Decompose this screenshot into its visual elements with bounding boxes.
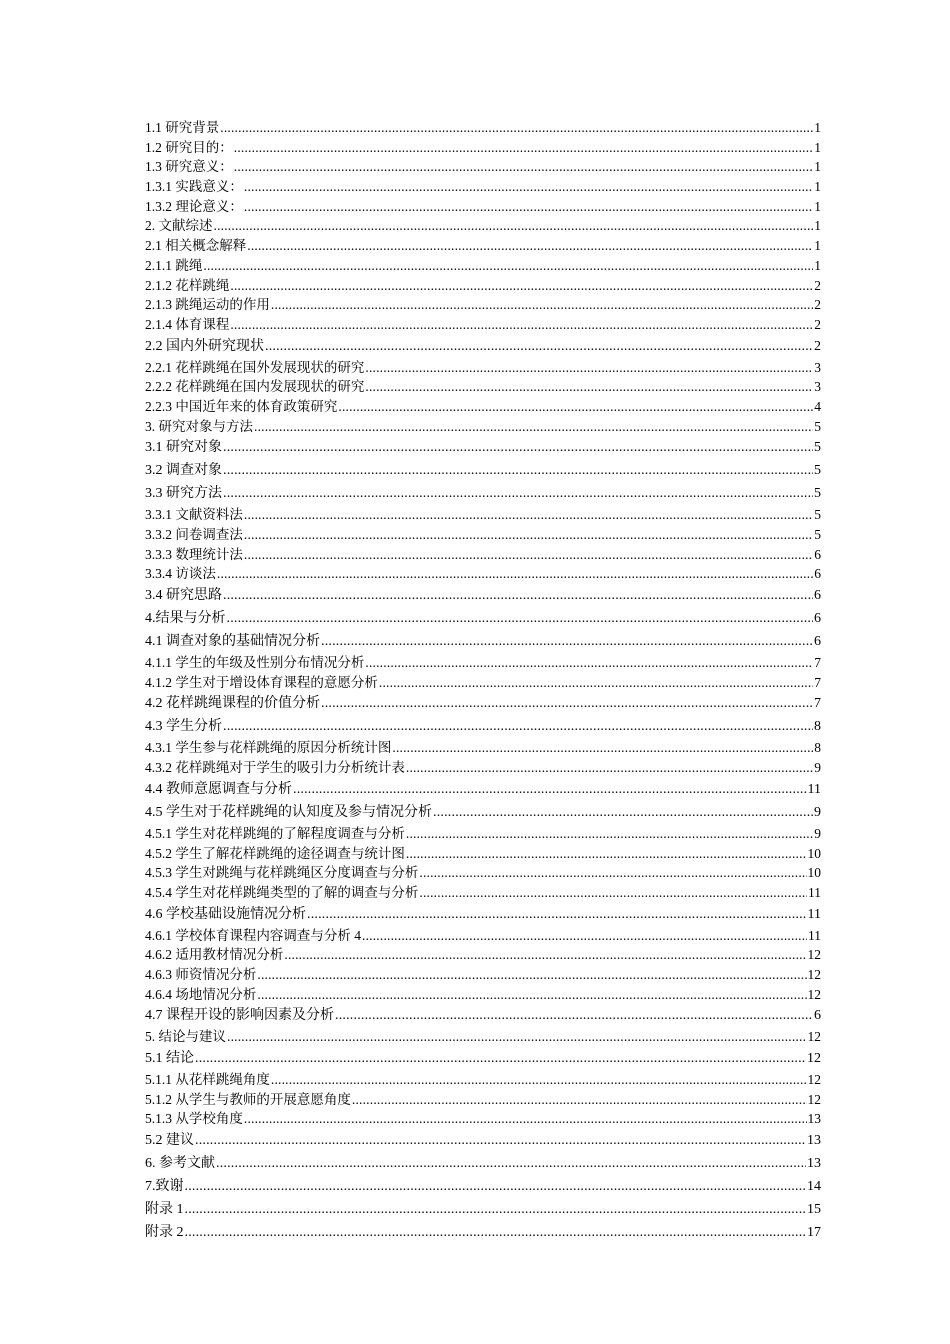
toc-entry-page-number: 6 [814,546,821,562]
toc-entry-title: 3.2 调查对象 [145,463,222,479]
toc-entry-title: 4.6.4 场地情况分析 [145,986,257,1002]
toc-entry[interactable] [145,358,821,378]
toc-dot-leader [352,1090,807,1110]
toc-entry[interactable] [145,545,821,565]
toc-entry-page-number: 6 [814,611,821,627]
toc-entry-page-number: 12 [807,966,821,982]
toc-entry[interactable] [145,417,821,437]
toc-entry[interactable] [145,692,821,715]
toc-entry-page-number: 5 [814,418,821,434]
toc-dot-leader [227,1027,807,1047]
toc-entry-title: 2.1.1 跳绳 [145,257,203,273]
toc-entry[interactable] [145,1070,821,1090]
toc-entry-title: 3.4 研究思路 [145,588,222,604]
toc-entry-page-number: 11 [807,781,821,797]
toc-entry[interactable] [145,1152,821,1175]
toc-dot-leader [321,692,813,715]
toc-entry[interactable] [145,1004,821,1027]
toc-entry-page-number: 12 [807,1029,821,1045]
toc-entry-page-number: 2 [814,277,821,293]
toc-entry-page-number: 1 [814,179,821,195]
toc-entry[interactable] [145,197,821,217]
toc-entry-title: 1.3.1 实践意义： [145,179,243,195]
toc-dot-leader [195,1129,806,1152]
toc-entry[interactable] [145,1090,821,1110]
toc-dot-leader [365,377,813,397]
toc-entry-title: 4.5 学生对于花样跳绳的认知度及参与情况分析 [145,804,432,820]
toc-dot-leader [419,883,807,903]
toc-entry-page-number: 6 [814,566,821,582]
toc-entry-title: 5.1.1 从花样跳绳角度 [145,1072,270,1087]
toc-entry-title: 4.1.1 学生的年级及性别分布情况分析 [145,655,365,671]
toc-entry-title: 2.1.2 花样跳绳 [145,277,230,293]
toc-entry-page-number: 12 [807,1091,821,1107]
toc-entry-page-number: 1 [814,218,821,234]
toc-entry[interactable] [145,436,821,459]
toc-dot-leader [335,1004,813,1027]
toc-dot-leader [321,630,813,653]
toc-entry[interactable] [145,673,821,693]
toc-entry-page-number: 10 [807,845,821,861]
toc-entry-page-number: 15 [807,1202,821,1218]
toc-entry[interactable] [145,1027,821,1047]
toc-dot-leader [234,138,814,158]
toc-entry-page-number: 6 [814,634,821,650]
toc-entry[interactable] [145,863,821,883]
toc-entry-page-number: 9 [814,825,821,841]
toc-entry-title: 4.2 花样跳绳课程的价值分析 [145,696,320,712]
toc-dot-leader [185,1198,807,1221]
toc-dot-leader [284,945,806,965]
toc-entry-page-number: 8 [814,740,821,756]
toc-dot-leader [362,926,807,946]
toc-entry-title: 5.1.2 从学生与教师的开展意愿角度 [145,1091,351,1107]
toc-entry-title: 6. 参考文献 [145,1156,215,1172]
toc-entry-page-number: 5 [814,507,821,523]
toc-dot-leader [406,824,813,844]
toc-entry-page-number: 2 [814,297,821,313]
toc-entry-title: 2.2.1 花样跳绳在国外发展现状的研究 [145,359,365,375]
toc-entry-page-number: 12 [807,1051,821,1066]
toc-entry-title: 3.1 研究对象 [145,440,222,456]
toc-entry[interactable] [145,1198,821,1221]
toc-entry-title: 2.2.2 花样跳绳在国内发展现状的研究 [145,379,365,395]
toc-entry-title: 5.1.3 从学校角度 [145,1111,243,1127]
toc-entry-title: 5.2 建议 [145,1133,194,1149]
toc-entry-page-number: 12 [807,1072,821,1087]
toc-entry-title: 3.3.4 访谈法 [145,566,216,582]
toc-entry-page-number: 11 [808,884,821,900]
toc-entry[interactable] [145,903,821,926]
toc-entry[interactable] [145,965,821,985]
toc-entry-title: 附录 2 [145,1225,184,1241]
toc-entry-page-number: 3 [814,359,821,375]
toc-entry-page-number: 14 [807,1179,821,1195]
toc-dot-leader [217,564,813,584]
toc-entry-page-number: 1 [814,238,821,254]
toc-entry[interactable] [145,985,821,1005]
toc-entry-page-number: 5 [814,486,821,502]
toc-entry-title: 4.3 学生分析 [145,719,222,735]
toc-entry-page-number: 1 [814,120,821,135]
toc-entry-page-number: 1 [814,159,821,175]
toc-entry-page-number: 12 [807,947,821,963]
toc-entry[interactable] [145,607,821,630]
toc-dot-leader [419,863,806,883]
toc-entry-page-number: 5 [814,463,821,479]
toc-entry[interactable] [145,824,821,844]
toc-entry[interactable] [145,1129,821,1152]
toc-entry-page-number: 13 [807,1111,821,1127]
toc-entry[interactable] [145,236,821,256]
toc-entry-title: 附录 1 [145,1202,184,1218]
toc-entry[interactable] [145,1047,821,1070]
toc-dot-leader [223,459,813,482]
toc-dot-leader [365,358,813,378]
toc-dot-leader [244,177,813,197]
toc-entry-page-number: 11 [808,927,821,943]
toc-entry-page-number: 11 [807,906,821,922]
toc-entry-title: 7.致谢 [145,1179,184,1195]
toc-entry[interactable] [145,778,821,801]
toc-entry-title: 1.3.2 理论意义： [145,198,243,214]
toc-entry-title: 1.1 研究背景 [145,120,220,135]
toc-entry-page-number: 9 [814,760,821,776]
toc-dot-leader [244,197,813,217]
toc-entry-page-number: 6 [814,1008,821,1024]
toc-dot-leader [220,118,813,138]
toc-entry-title: 3.3.1 文献资料法 [145,507,243,523]
toc-dot-leader [257,965,806,985]
toc-entry-title: 5.1 结论 [145,1051,194,1066]
toc-entry-page-number: 8 [814,719,821,735]
toc-dot-leader [392,738,813,758]
toc-entry[interactable] [145,630,821,653]
toc-dot-leader [203,256,813,276]
toc-entry[interactable] [145,1109,821,1129]
toc-entry[interactable] [145,758,821,778]
toc-entry[interactable] [145,295,821,315]
toc-entry-title: 4.5.2 学生了解花样跳绳的途径调查与统计图 [145,845,405,861]
toc-entry-page-number: 7 [814,655,821,671]
toc-entry-title: 4.3.1 学生参与花样跳绳的原因分析统计图 [145,740,392,756]
toc-entry-title: 2.1.3 跳绳运动的作用 [145,297,270,313]
toc-entry[interactable] [145,525,821,545]
toc-entry[interactable] [145,482,821,505]
toc-entry-page-number: 5 [814,527,821,542]
toc-entry-page-number: 13 [807,1133,821,1149]
toc-dot-leader [223,482,813,505]
toc-dot-leader [195,1047,806,1070]
toc-dot-leader [247,236,813,256]
toc-dot-leader [379,673,813,693]
toc-dot-leader [223,584,813,607]
toc-entry-title: 4.1.2 学生对于增设体育课程的意愿分析 [145,674,378,690]
toc-dot-leader [214,216,814,236]
toc-entry-page-number: 7 [814,674,821,690]
toc-dot-leader [223,436,813,459]
toc-entry-title: 4.5.1 学生对花样跳绳的了解程度调查与分析 [145,825,405,841]
toc-entry[interactable] [145,377,821,397]
toc-dot-leader [293,778,807,801]
toc-dot-leader [230,315,813,335]
toc-entry-title: 4.6.1 学校体育课程内容调查与分析 4 [145,927,361,943]
toc-dot-leader [223,715,813,738]
toc-entry[interactable] [145,1221,821,1244]
toc-entry-title: 4.4 教师意愿调查与分析 [145,781,292,797]
toc-dot-leader [185,1175,807,1198]
toc-dot-leader [265,335,813,358]
toc-dot-leader [244,505,813,525]
toc-entry[interactable] [145,738,821,758]
toc-entry[interactable] [145,177,821,197]
toc-entry-page-number: 1 [814,257,821,273]
toc-entry[interactable] [145,276,821,296]
toc-entry-title: 2. 文献综述 [145,218,213,234]
toc-entry-page-number: 3 [814,379,821,395]
toc-entry-title: 2.2 国内外研究现状 [145,338,264,354]
toc-entry-title: 2.1.4 体育课程 [145,316,230,332]
toc-entry-title: 3.3 研究方法 [145,486,222,502]
toc-entry-title: 4.3.2 花样跳绳对于学生的吸引力分析统计表 [145,760,405,776]
toc-entry-page-number: 13 [807,1156,821,1172]
toc-entry[interactable] [145,844,821,864]
toc-entry[interactable] [145,157,821,177]
toc-entry[interactable] [145,256,821,276]
toc-entry[interactable] [145,397,821,417]
toc-dot-leader [433,801,813,824]
toc-dot-leader [406,758,813,778]
toc-entry-page-number: 5 [814,440,821,456]
toc-entry[interactable] [145,505,821,525]
toc-dot-leader [271,1070,807,1090]
toc-dot-leader [185,1221,807,1244]
toc-entry[interactable] [145,715,821,738]
toc-entry[interactable] [145,335,821,358]
toc-entry[interactable] [145,564,821,584]
toc-entry-title: 4.结果与分析 [145,611,226,627]
toc-entry-page-number: 12 [807,986,821,1002]
toc-dot-leader [230,276,813,296]
toc-entry-title: 3.3.3 数理统计法 [145,546,243,562]
toc-entry-title: 2.1 相关概念解释 [145,238,247,254]
toc-entry[interactable] [145,584,821,607]
toc-dot-leader [234,157,814,177]
toc-entry-title: 3.3.2 问卷调查法 [145,527,243,542]
toc-entry[interactable] [145,138,821,158]
toc-dot-leader [216,1152,806,1175]
toc-entry-title: 1.2 研究目的： [145,139,233,155]
toc-entry[interactable] [145,315,821,335]
toc-entry-title: 5. 结论与建议 [145,1029,226,1045]
toc-dot-leader [307,903,807,926]
toc-dot-leader [406,844,807,864]
toc-entry-title: 4.5.3 学生对跳绳与花样跳绳区分度调查与分析 [145,865,419,881]
toc-dot-leader [244,1109,807,1129]
toc-entry[interactable] [145,653,821,673]
toc-entry-page-number: 9 [814,804,821,820]
toc-entry-title: 2.2.3 中国近年来的体育政策研究 [145,398,338,414]
toc-entry[interactable] [145,459,821,482]
toc-entry-title: 4.7 课程开设的影响因素及分析 [145,1008,334,1024]
toc-entry[interactable] [145,926,821,946]
toc-dot-leader [257,985,806,1005]
toc-entry-title: 3. 研究对象与方法 [145,418,253,434]
toc-entry-page-number: 2 [814,338,821,354]
toc-dot-leader [227,607,814,630]
toc-entry-page-number: 4 [814,398,821,414]
toc-entry-page-number: 7 [814,696,821,712]
toc-entry-title: 1.3 研究意义： [145,159,233,175]
toc-entry-title: 4.6.3 师资情况分析 [145,966,257,982]
toc-entry-page-number: 6 [814,588,821,604]
toc-entry-page-number: 1 [814,198,821,214]
toc-entry-page-number: 2 [814,316,821,332]
toc-dot-leader [244,545,813,565]
toc-dot-leader [338,397,813,417]
toc-entry-title: 4.6 学校基础设施情况分析 [145,906,306,922]
toc-entry[interactable] [145,945,821,965]
toc-entry-title: 4.1 调查对象的基础情况分析 [145,634,320,650]
toc-entry-title: 4.5.4 学生对花样跳绳类型的了解的调查与分析 [145,884,419,900]
toc-entry-page-number: 1 [814,139,821,155]
toc-entry[interactable] [145,1175,821,1198]
toc-entry[interactable] [145,118,821,138]
toc-entry[interactable] [145,216,821,236]
table-of-contents [145,118,821,1244]
toc-entry-page-number: 10 [807,865,821,881]
toc-entry[interactable] [145,801,821,824]
toc-entry-page-number: 17 [807,1225,821,1241]
toc-dot-leader [271,295,813,315]
toc-dot-leader [254,417,813,437]
toc-entry[interactable] [145,883,821,903]
toc-entry-title: 4.6.2 适用教材情况分析 [145,947,284,963]
toc-dot-leader [365,653,813,673]
toc-dot-leader [244,525,813,545]
